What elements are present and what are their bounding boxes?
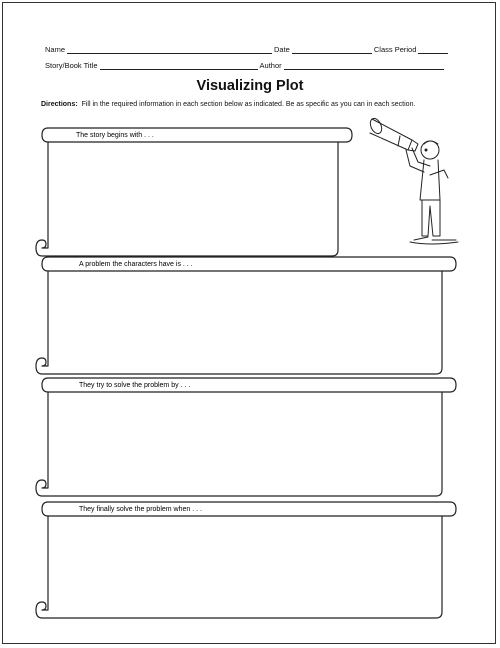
- class-period-label: Class Period: [373, 45, 417, 54]
- date-label: Date: [274, 45, 290, 54]
- scroll-3-writing-area[interactable]: [49, 393, 441, 479]
- page-title: Visualizing Plot: [196, 78, 304, 94]
- scroll-1-writing-area[interactable]: [49, 143, 337, 241]
- section-2-prompt: A problem the characters have is . . .: [79, 261, 193, 268]
- scroll-4-writing-area[interactable]: [49, 517, 441, 601]
- section-1-prompt: The story begins with . . .: [76, 132, 154, 139]
- section-4-prompt: They finally solve the problem when . . .: [79, 506, 202, 513]
- section-3-prompt: They try to solve the problem by . . .: [79, 382, 191, 389]
- telescope-man-illustration: [368, 117, 458, 244]
- name-label: Name: [45, 45, 66, 54]
- directions-text: Fill in the required information in each section below as indicated. Be as specific as you can in each section.: [81, 101, 416, 108]
- author-label: Author: [259, 61, 282, 70]
- scroll-2-writing-area[interactable]: [49, 272, 441, 357]
- directions-label: Directions:: [41, 101, 78, 108]
- story-title-label: Story/Book Title: [45, 61, 98, 70]
